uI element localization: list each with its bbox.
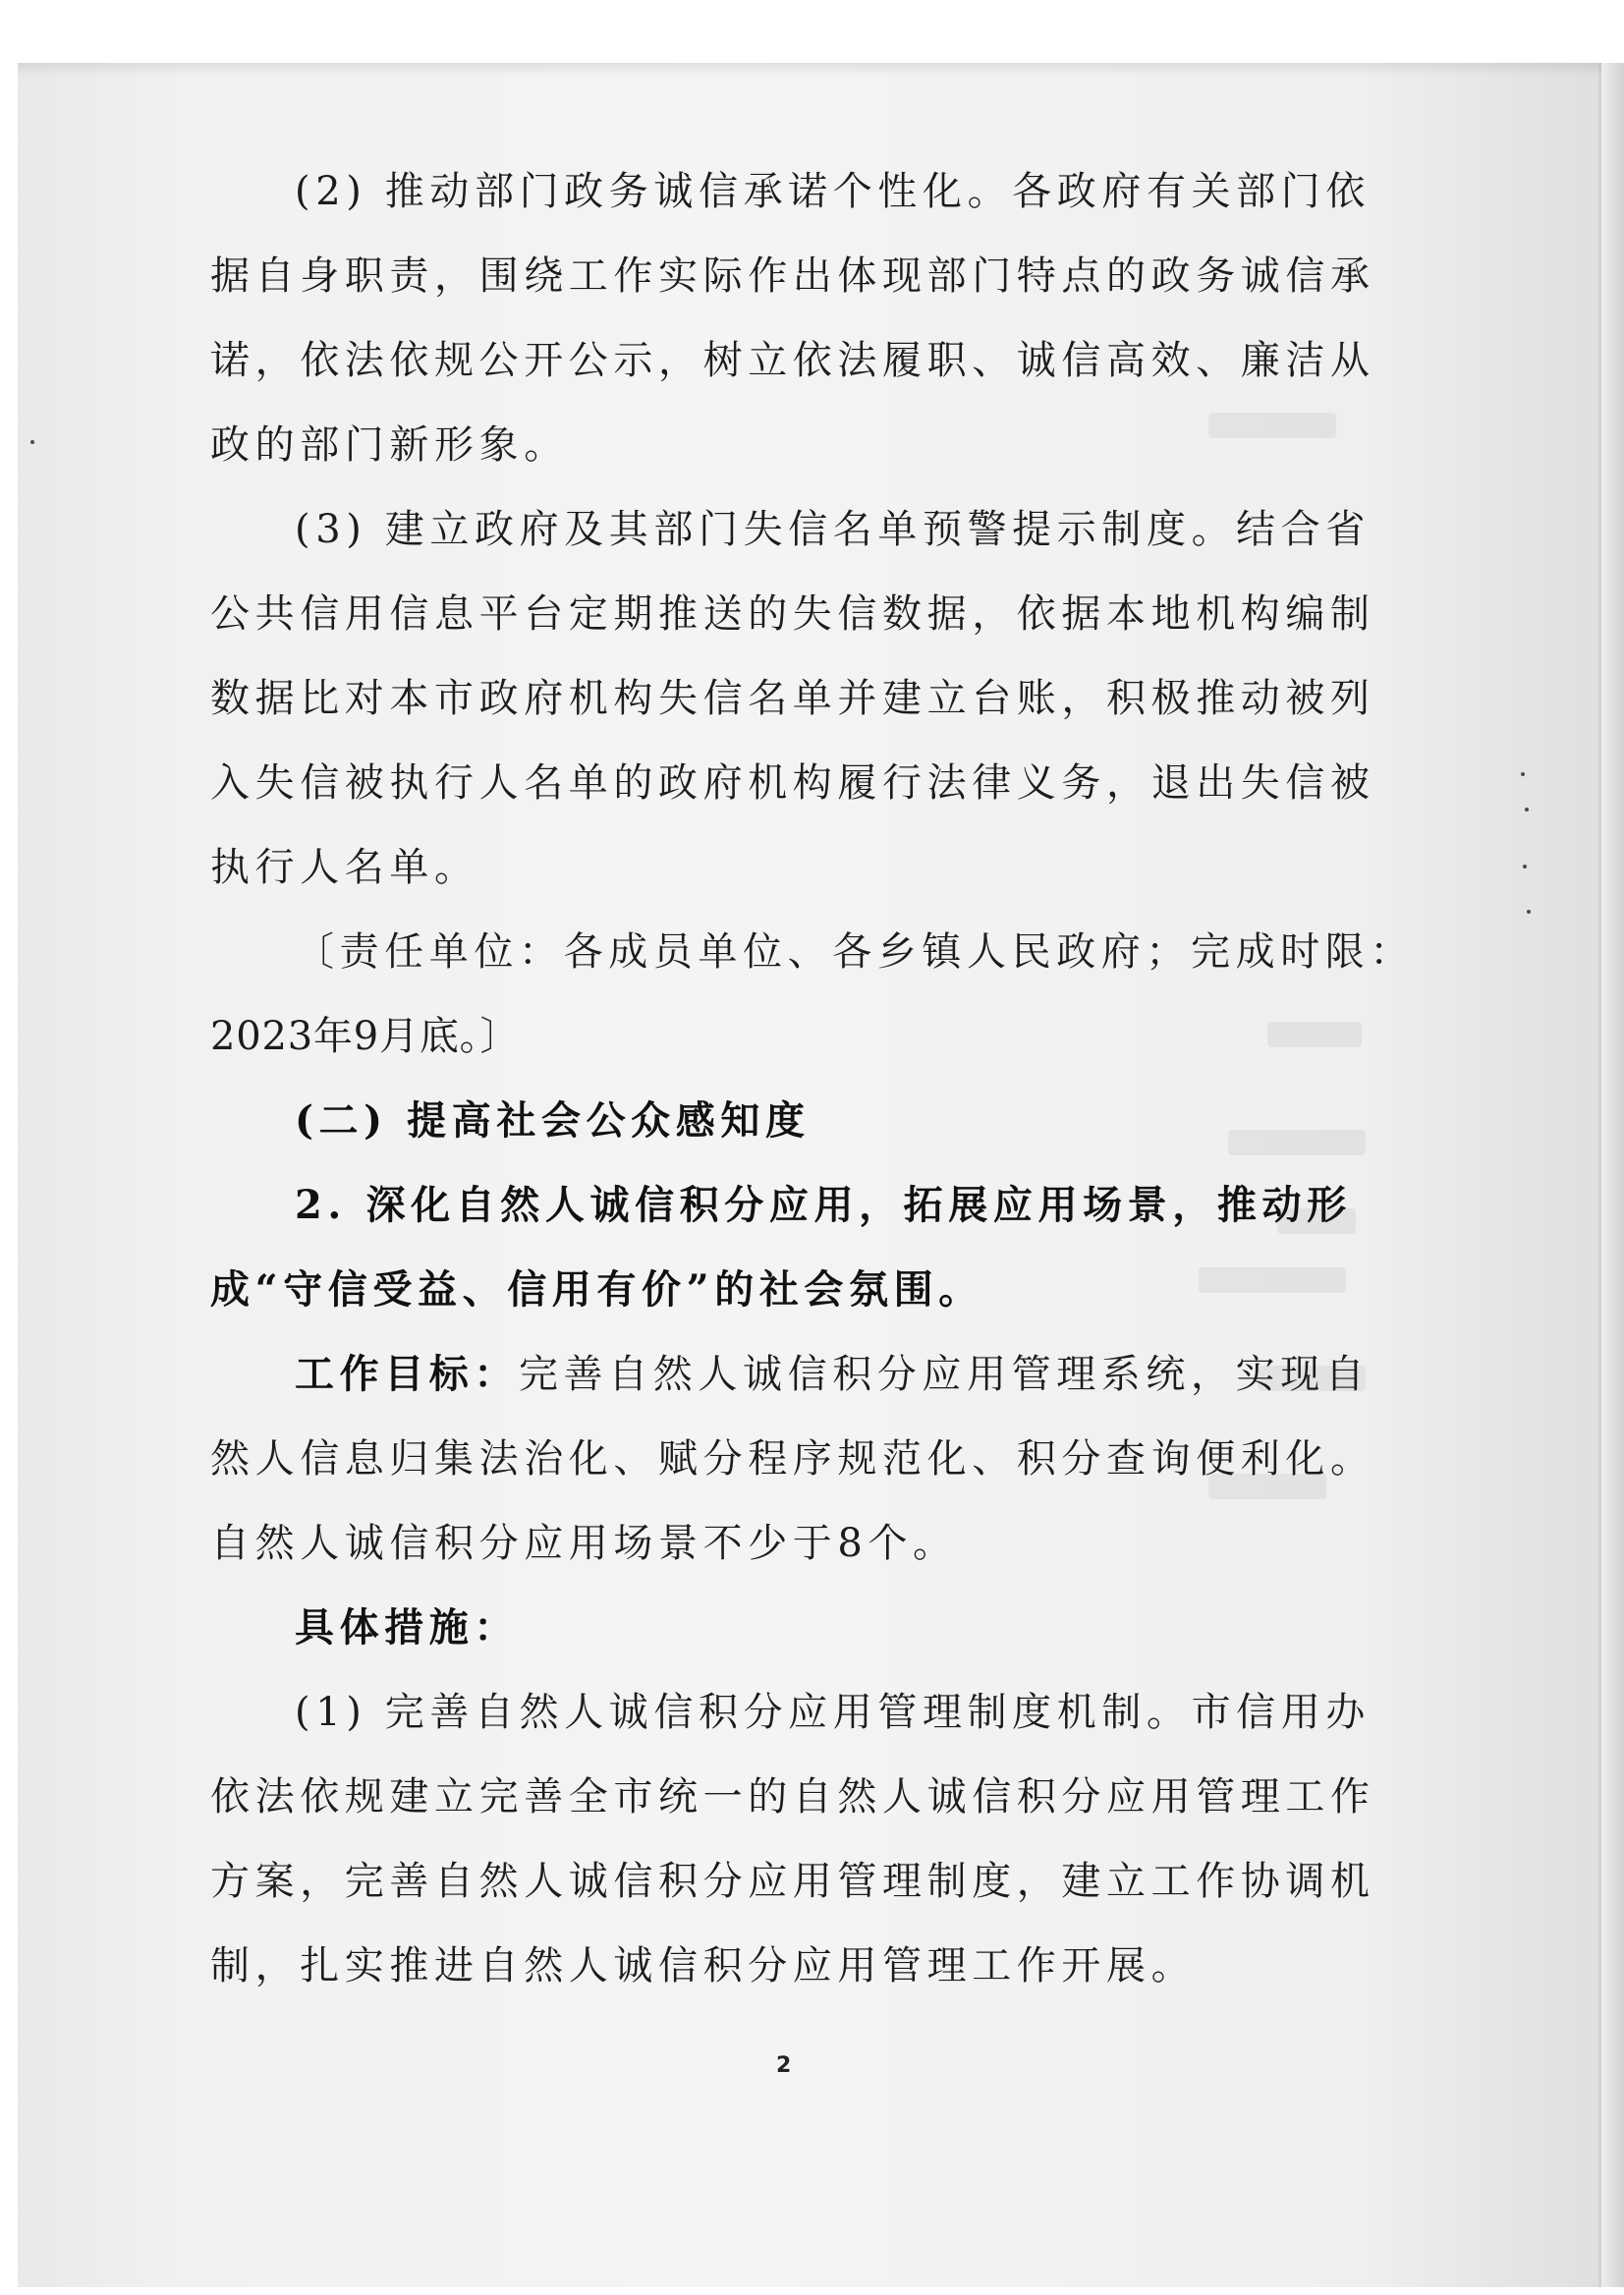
responsibility-line: 〔责任单位：各成员单位、各乡镇人民政府；完成时限： [295,929,1415,975]
paragraph-line: 然人信息归集法治化、赋分程序规范化、积分查询便利化。 [210,1436,1375,1482]
paragraph-line: 入失信被执行人名单的政府机构履行法律义务，退出失信被 [210,760,1375,806]
line-remainder: 完善自然人诚信积分应用管理系统，实现自 [519,1352,1371,1397]
section-heading: (二) 提高社会公众感知度 [295,1097,811,1144]
paragraph-line: 制，扎实推进自然人诚信积分应用管理工作开展。 [210,1943,1197,1988]
page-number: 2 [776,2053,792,2078]
paragraph-line: 公共信用信息平台定期推送的失信数据，依据本地机构编制 [210,591,1375,637]
bold-label: 工作目标： [295,1351,519,1397]
paragraph-line: (2) 推动部门政务诚信承诺个性化。各政府有关部门依 [295,169,1371,214]
paragraph-line: (1) 完善自然人诚信积分应用管理制度机制。市信用办 [295,1690,1371,1735]
paragraph-line: 执行人名单。 [210,845,479,890]
paragraph-line: 诺，依法依规公开公示，树立依法履职、诚信高效、廉洁从 [210,338,1375,383]
measures-heading: 具体措施： [295,1604,519,1651]
task-heading-line: 成“守信受益、信用有价”的社会氛围。 [210,1266,983,1313]
task-heading-line: 2. 深化自然人诚信积分应用，拓展应用场景，推动形 [295,1182,1352,1228]
paragraph-line: 自然人诚信积分应用场景不少于8个。 [210,1521,958,1566]
deadline-line: 2023年9月底。〕 [210,1014,521,1059]
paragraph-line: 政的部门新形象。 [210,422,569,468]
paragraph-line: 方案，完善自然人诚信积分应用管理制度，建立工作协调机 [210,1859,1375,1904]
goal-line [295,1351,1371,1397]
paragraph-line: 数据比对本市政府机构失信名单并建立台账，积极推动被列 [210,676,1375,721]
paragraph-line: 依法依规建立完善全市统一的自然人诚信积分应用管理工作 [210,1774,1375,1819]
paragraph-line: 据自身职责，围绕工作实际作出体现部门特点的政务诚信承 [210,253,1375,299]
paragraph-line: (3) 建立政府及其部门失信名单预警提示制度。结合省 [295,507,1371,552]
